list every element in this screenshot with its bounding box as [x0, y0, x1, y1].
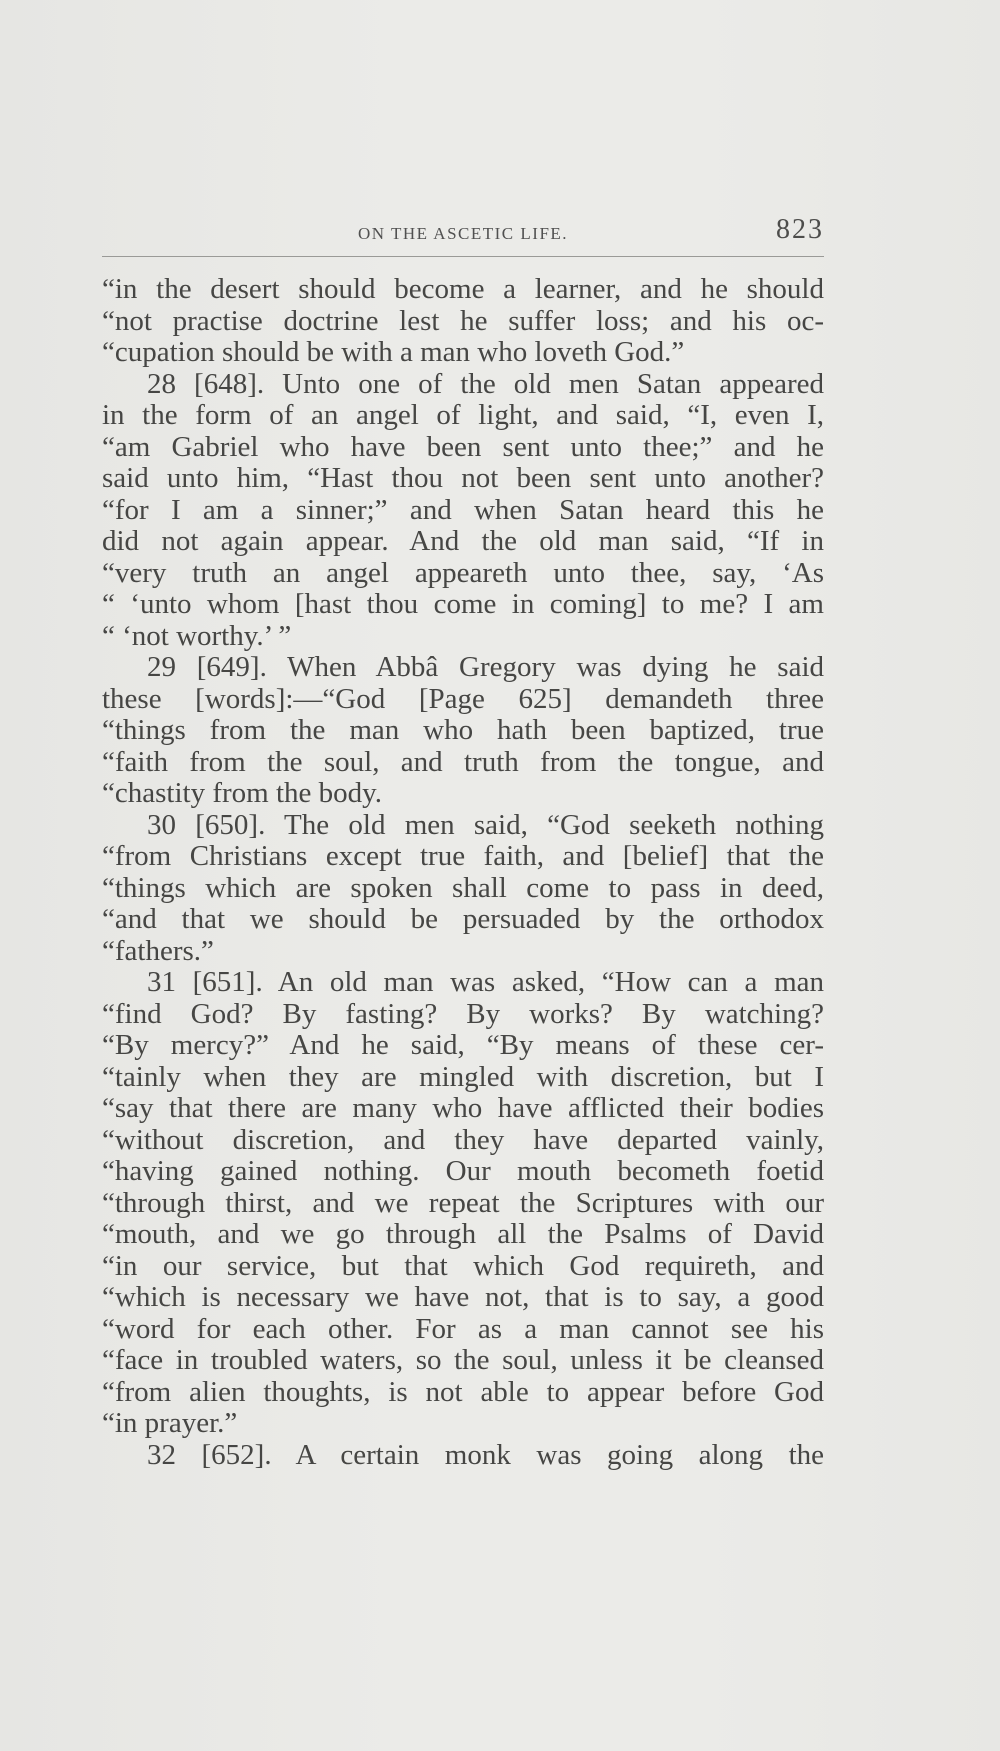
text-line: “mouth, and we go through all the Psalms of David — [102, 1219, 824, 1250]
text-line: “from Christians except true faith, and [belief] that the — [102, 841, 824, 872]
text-line: “faith from the soul, and truth from the tongue, and — [102, 746, 824, 778]
text-line: “am Gabriel who have been sent unto thee;” and he — [102, 431, 824, 463]
body-text — [102, 274, 824, 1471]
text-line: “ ‘not worthy.’ ” — [102, 620, 292, 652]
text-line: did not again appear. And the old man said, “If in — [102, 526, 824, 557]
text-line: “things from the man who hath been baptized, true — [102, 715, 824, 746]
text-line: “without discretion, and they have departed vainly, — [102, 1124, 824, 1156]
text-line: “tainly when they are mingled with discretion, but I — [102, 1061, 824, 1093]
text-line: 31 [651]. An old man was asked, “How can a man — [147, 967, 824, 998]
page-number: 823 — [776, 214, 824, 245]
text-line: 28 [648]. Unto one of the old men Satan appeared — [147, 368, 824, 400]
text-line: “fathers.” — [102, 935, 214, 967]
text-line: “and that we should be persuaded by the orthodox — [102, 904, 824, 935]
text-line: “word for each other. For as a man cannot see his — [102, 1313, 824, 1345]
text-line: “chastity from the body. — [102, 778, 382, 809]
text-line: “very truth an angel appeareth unto thee, say, ‘As — [102, 557, 824, 589]
text-line: “which is necessary we have not, that is to say, a good — [102, 1282, 824, 1313]
text-line: 29 [649]. When Abbâ Gregory was dying he said — [147, 652, 824, 683]
text-line: “face in troubled waters, so the soul, unless it be cleansed — [102, 1345, 824, 1376]
text-line: “for I am a sinner;” and when Satan heard this he — [102, 494, 824, 526]
text-line: “in prayer.” — [102, 1408, 238, 1439]
text-line: “from alien thoughts, is not able to appear before God — [102, 1376, 824, 1408]
text-line: “through thirst, and we repeat the Scriptures with our — [102, 1187, 824, 1219]
text-line: in the form of an angel of light, and said, “I, even I, — [102, 400, 824, 431]
text-line: 32 [652]. A certain monk was going along the — [147, 1439, 824, 1471]
text-line: “in our service, but that which God requireth, and — [102, 1250, 824, 1282]
running-title: ON THE ASCETIC LIFE. — [357, 224, 569, 243]
text-line: “cupation should be with a man who loveth God.” — [102, 337, 685, 368]
text-line: “find God? By fasting? By works? By watching? — [102, 998, 824, 1030]
text-line: “say that there are many who have afflicted their bodies — [102, 1093, 824, 1124]
text-line: “things which are spoken shall come to pass in deed, — [102, 872, 824, 904]
text-line: “ ‘unto whom [hast thou come in coming] to me? I am — [102, 589, 824, 620]
text-line: “having gained nothing. Our mouth becometh foetid — [102, 1156, 824, 1187]
text-line: these [words]:—“God [Page 625] demandeth three — [102, 683, 824, 715]
text-line: “By mercy?” And he said, “By means of these cer- — [102, 1030, 824, 1061]
page-header — [102, 208, 824, 257]
text-line: “not practise doctrine lest he suffer loss; and his oc- — [102, 305, 824, 337]
text-line: “in the desert should become a learner, and he should — [102, 274, 824, 305]
text-line: said unto him, “Hast thou not been sent unto another? — [102, 463, 824, 494]
text-line: 30 [650]. The old men said, “God seeketh nothing — [147, 809, 824, 841]
